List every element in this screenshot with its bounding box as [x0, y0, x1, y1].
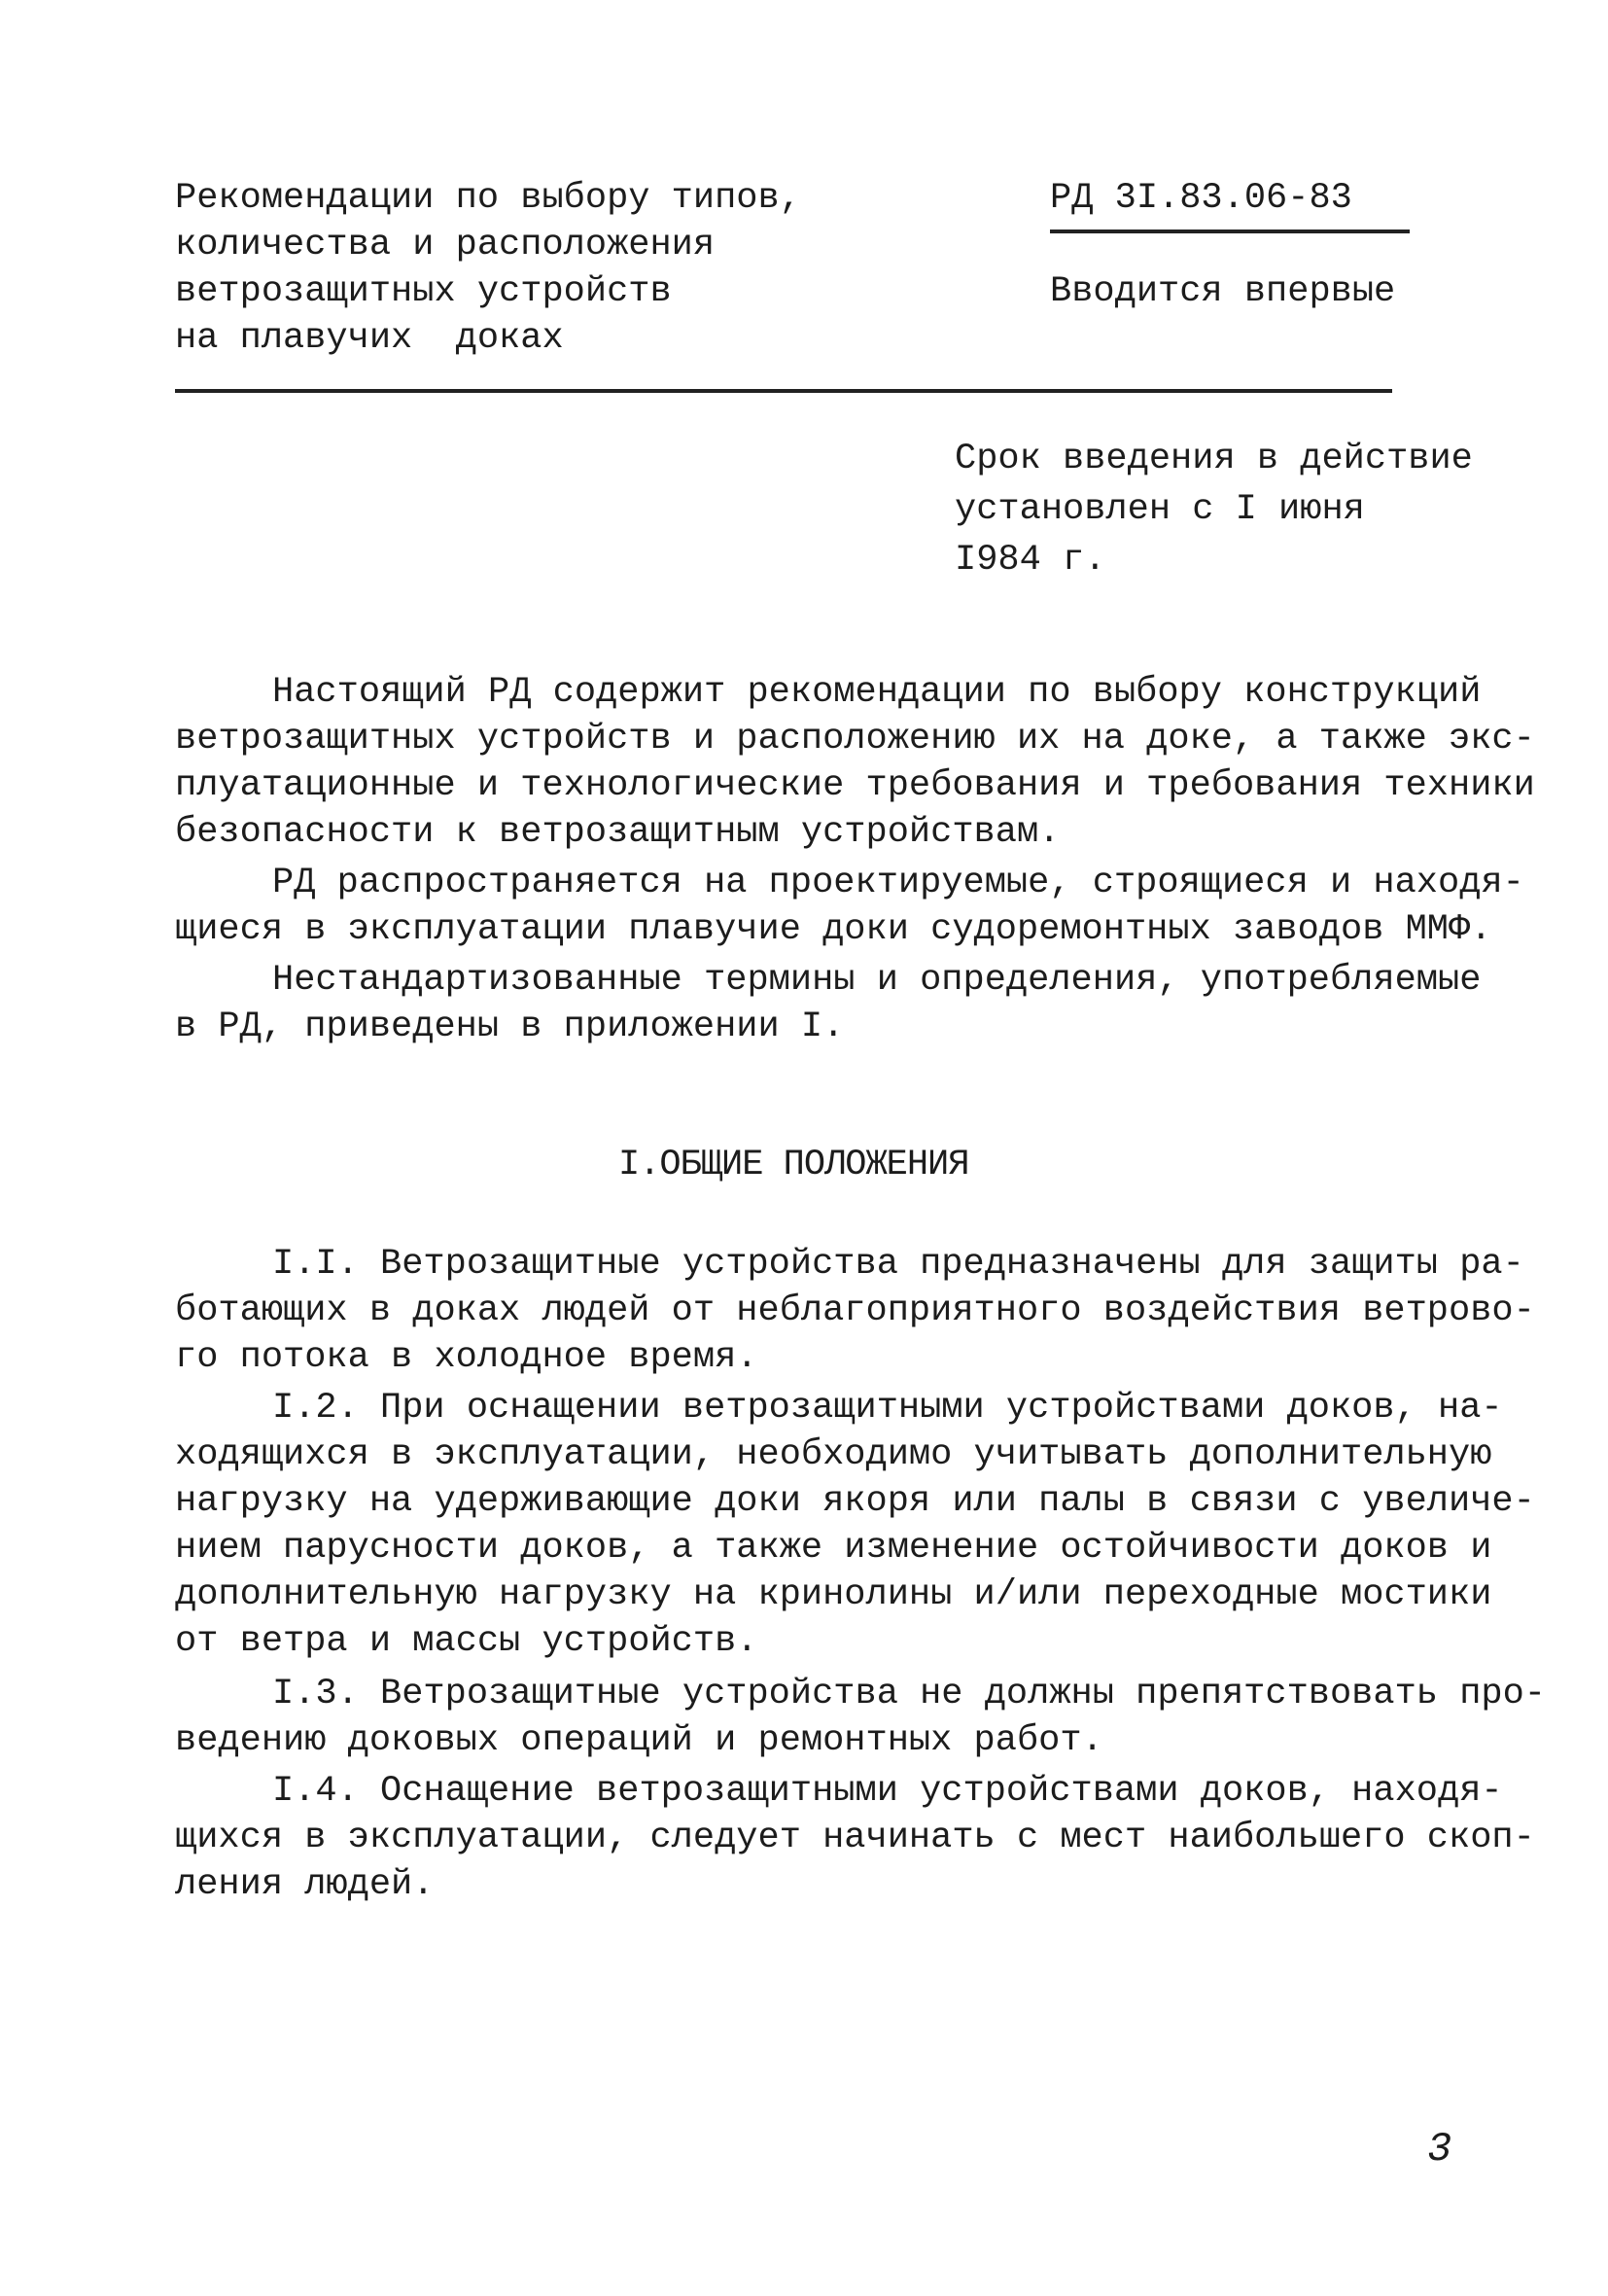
page-number: 3: [1427, 2126, 1452, 2172]
section-line: ходящихся в эксплуатации, необходимо учитывать дополнительную: [175, 1434, 1492, 1475]
section-line: I.2. При оснащении ветрозащитными устройствами доков, на-: [272, 1388, 1503, 1429]
intro-line: в РД, приведены в приложении I.: [175, 1007, 845, 1047]
title-line: количества и расположения: [175, 225, 716, 265]
header-divider: [175, 389, 1392, 393]
intro-line: Настоящий РД содержит рекомендации по выбору конструкций: [272, 672, 1482, 713]
code-underline: [1050, 230, 1410, 233]
section-line: дополнительную нагрузку на кринолины и/или переходные мостики: [175, 1574, 1492, 1615]
section-line: нагрузку на удерживающие доки якоря или палы в связи с увеличе-: [175, 1481, 1535, 1522]
section-line: щихся в эксплуатации, следует начинать с мест наибольшего скоп-: [175, 1818, 1535, 1858]
effective-date-line: I984 г.: [955, 540, 1106, 581]
title-line: ветрозащитных устройств: [175, 271, 672, 312]
section-line: го потока в холодное время.: [175, 1337, 758, 1378]
intro-line: ветрозащитных устройств и расположению их на доке, а также экс-: [175, 719, 1535, 759]
document-status: Вводится впервые: [1050, 271, 1396, 312]
section-line: нием парусности доков, а также изменение остойчивости доков и: [175, 1528, 1492, 1569]
document-code: РД 3I.83.06-83: [1050, 178, 1352, 219]
section-line: ведению доковых операций и ремонтных работ.: [175, 1720, 1103, 1761]
intro-line: плуатационные и технологические требования и требования техники: [175, 765, 1535, 806]
intro-line: щиеся в эксплуатации плавучие доки судоремонтных заводов ММФ.: [175, 909, 1492, 950]
intro-line: безопасности к ветрозащитным устройствам.: [175, 812, 1061, 853]
effective-date-line: Срок введения в действие: [955, 439, 1473, 479]
title-line: Рекомендации по выбору типов,: [175, 178, 801, 219]
section-line: I.3. Ветрозащитные устройства не должны препятствовать про-: [272, 1674, 1547, 1714]
section-line: ботающих в доках людей от неблагоприятного воздействия ветрово-: [175, 1290, 1535, 1331]
section-line: I.4. Оснащение ветрозащитными устройствами доков, находя-: [272, 1771, 1503, 1812]
intro-line: Нестандартизованные термины и определения, употребляемые: [272, 960, 1482, 1001]
section-line: ления людей.: [175, 1864, 435, 1905]
section-line: от ветра и массы устройств.: [175, 1621, 758, 1662]
intro-line: РД распространяется на проектируемые, строящиеся и находя-: [272, 863, 1524, 903]
section-heading: I.ОБЩИЕ ПОЛОЖЕНИЯ: [618, 1145, 969, 1185]
effective-date-line: установлен с I июня: [955, 489, 1365, 530]
section-line: I.I. Ветрозащитные устройства предназначены для защиты ра-: [272, 1244, 1524, 1285]
title-line: на плавучих доках: [175, 318, 564, 359]
